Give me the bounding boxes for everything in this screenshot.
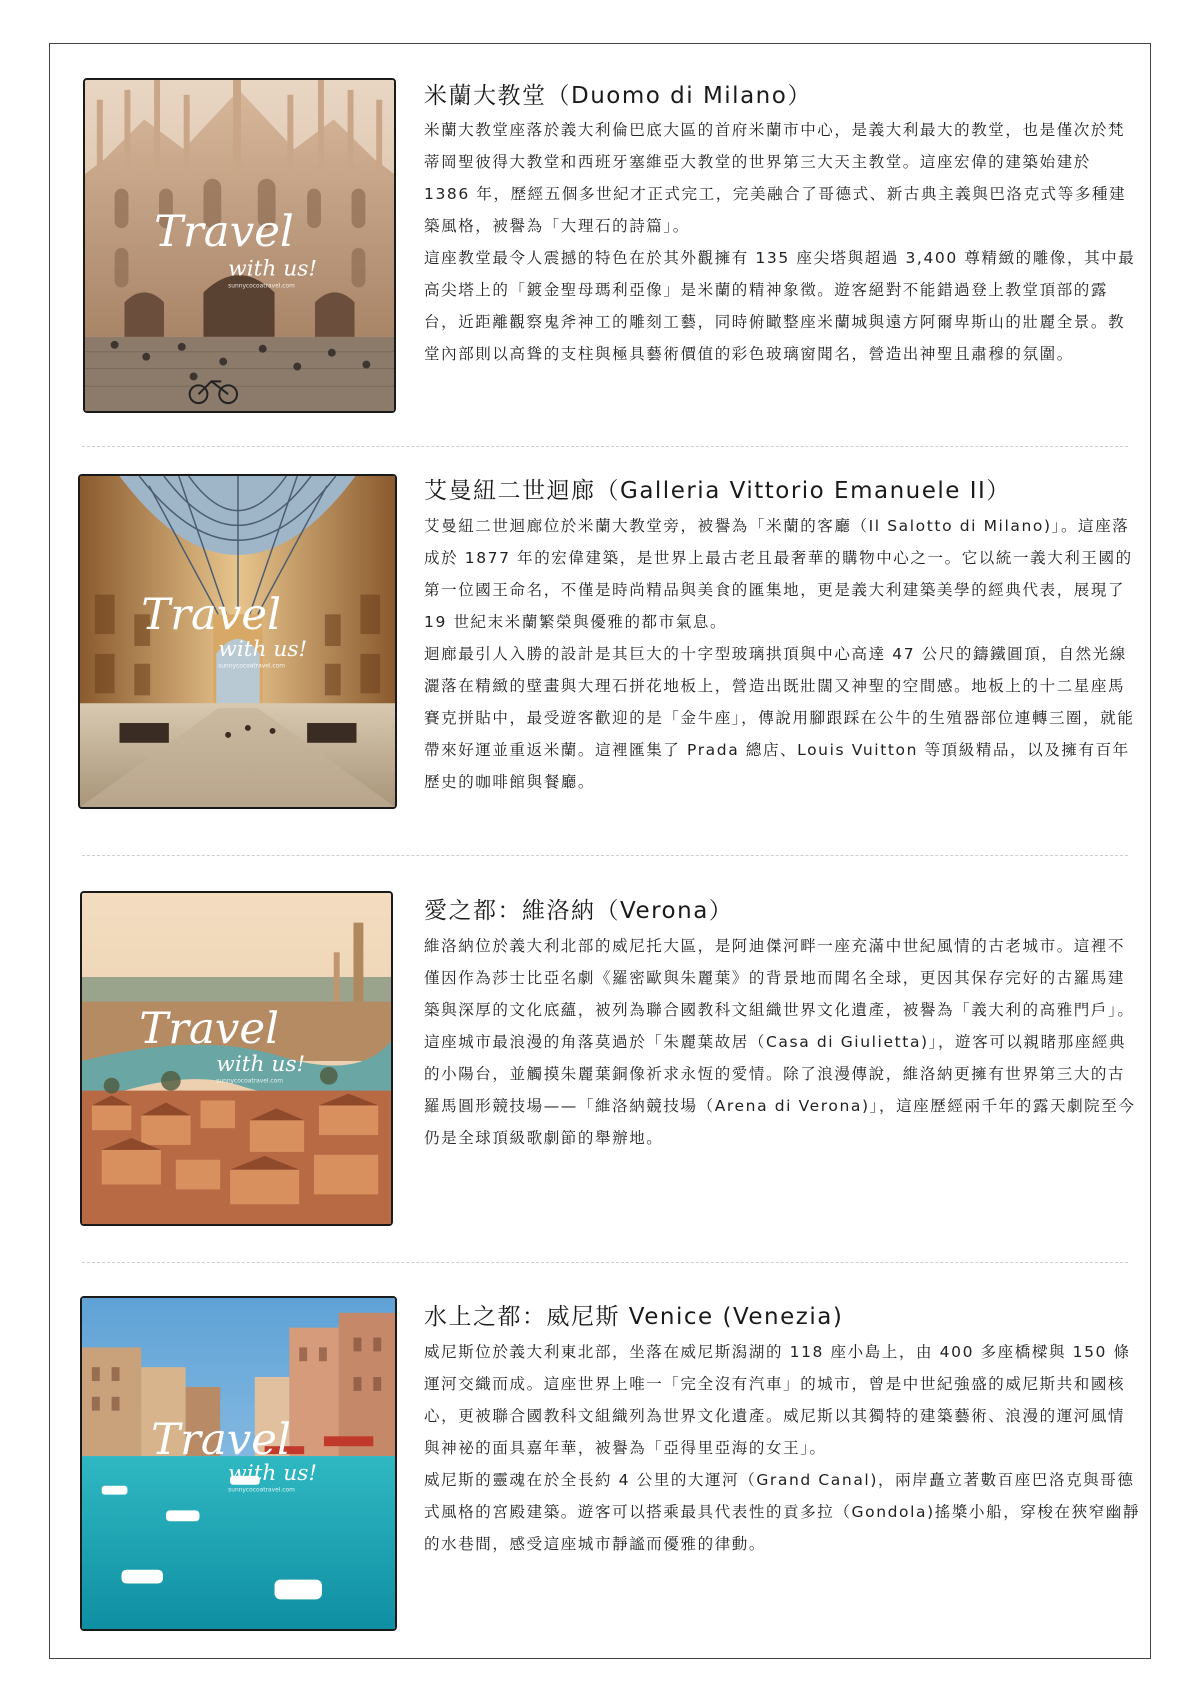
- venice-photo: [80, 1296, 397, 1631]
- section-divider: [82, 446, 1128, 447]
- verona-text: [424, 930, 1140, 1154]
- watermark-with: with us!: [216, 1051, 306, 1077]
- galleria-paragraph-2: 迴廊最引人入勝的設計是其巨大的十字型玻璃拱頂與中心高達 47 公尺的鑄鐵圓頂，自然光線灑落在精緻的壁畫與大理石拼花地板上，營造出既壯闊又神聖的空間感。地板上的十二星座馬賽克拼貼中，最受遊客歡迎的是「金牛座」，傳說用腳跟踩在公牛的生殖器部位連轉三圈，就能帶來好運並重返米蘭。這裡匯集了 Prada 總店、Louis Vuitton 等頂級精品，以及擁有百年歷史的咖啡館與餐廳。: [424, 645, 1135, 791]
- section-divider: [82, 855, 1128, 856]
- watermark-travel: Travel: [151, 1415, 291, 1466]
- watermark-travel: Travel: [139, 1004, 279, 1055]
- duomo-photo: [83, 78, 396, 413]
- watermark-site: sunnycocoatravel.com: [216, 1078, 284, 1085]
- venice-text: [424, 1336, 1140, 1560]
- galleria-title: 艾曼紐二世迴廊（Galleria Vittorio Emanuele II）: [424, 478, 1011, 504]
- verona-paragraph-2: 這座城市最浪漫的角落莫過於「朱麗葉故居（Casa di Giulietta)」，遊客可以親睹那座經典的小陽台，並觸摸朱麗葉銅像祈求永恆的愛情。除了浪漫傳說，維洛納更擁有世界第三大的古羅馬圓形競技場——「維洛納競技場（Arena di Verona)」，這座歷經兩千年的露天劇院至今仍是全球頂級歌劇節的舉辦地。: [424, 1033, 1136, 1147]
- verona-photo: [80, 891, 393, 1226]
- watermark-travel: Travel: [141, 590, 282, 641]
- verona-title: 愛之都：維洛納（Verona）: [424, 898, 734, 924]
- section-divider: [82, 1262, 1128, 1263]
- watermark-site: sunnycocoatravel.com: [228, 283, 295, 290]
- venice-paragraph-1: 威尼斯位於義大利東北部，坐落在威尼斯潟湖的 118 座小島上，由 400 多座橋樑與 150 條運河交織而成。這座世界上唯一「完全沒有汽車」的城市，曾是中世紀強盛的威尼斯共和國核心，更被聯合國教科文組織列為世界文化遺產。威尼斯以其獨特的建築藝術、浪漫的運河風情與神祕的面具嘉年華，被譽為「亞得里亞海的女王」。: [424, 1343, 1131, 1457]
- watermark-with: with us!: [228, 256, 318, 282]
- duomo-text: [424, 114, 1140, 370]
- watermark-site: sunnycocoatravel.com: [228, 1487, 295, 1494]
- venice-title: 水上之都：威尼斯 Venice (Venezia): [424, 1304, 844, 1330]
- duomo-title: 米蘭大教堂（Duomo di Milano）: [424, 83, 812, 109]
- venice-paragraph-2: 威尼斯的靈魂在於全長約 4 公里的大運河（Grand Canal)，兩岸矗立著數百座巴洛克與哥德式風格的宮殿建築。遊客可以搭乘最具代表性的貢多拉（Gondola)搖槳小船，穿梭在狹窄幽靜的水巷間，感受這座城市靜謐而優雅的律動。: [424, 1471, 1140, 1553]
- duomo-paragraph-2: 這座教堂最令人震撼的特色在於其外觀擁有 135 座尖塔與超過 3,400 尊精緻的雕像，其中最高尖塔上的「鍍金聖母瑪利亞像」是米蘭的精神象徵。遊客絕對不能錯過登上教堂頂部的露台，近距離觀察鬼斧神工的雕刻工藝，同時俯瞰整座米蘭城與遠方阿爾卑斯山的壯麗全景。教堂內部則以高聳的支柱與極具藝術價值的彩色玻璃窗聞名，營造出神聖且肅穆的氛圍。: [424, 249, 1136, 363]
- watermark-with: with us!: [228, 1460, 318, 1486]
- duomo-paragraph-1: 米蘭大教堂座落於義大利倫巴底大區的首府米蘭市中心，是義大利最大的教堂，也是僅次於梵蒂岡聖彼得大教堂和西班牙塞維亞大教堂的世界第三大天主教堂。這座宏偉的建築始建於 1386 年，歷經五個多世紀才正式完工，完美融合了哥德式、新古典主義與巴洛克式等多種建築風格，被譽為「大理石的詩篇」。: [424, 121, 1127, 235]
- verona-paragraph-1: 維洛納位於義大利北部的威尼托大區，是阿迪傑河畔一座充滿中世紀風情的古老城市。這裡不僅因作為莎士比亞名劇《羅密歐與朱麗葉》的背景地而聞名全球，更因其保存完好的古羅馬建築與深厚的文化底蘊，被列為聯合國教科文組織世界文化遺產，被譽為「義大利的高雅門戶」。: [424, 937, 1135, 1019]
- watermark-site: sunnycocoatravel.com: [218, 663, 286, 670]
- watermark-travel: Travel: [154, 206, 294, 257]
- galleria-paragraph-1: 艾曼紐二世迴廊位於米蘭大教堂旁，被譽為「米蘭的客廳（Il Salotto di Milano)」。這座落成於 1877 年的宏偉建築，是世界上最古老且最奢華的購物中心之一。它以統一義大利王國的第一位國王命名，不僅是時尚精品與美食的匯集地，更是義大利建築美學的經典代表，展現了 19 世紀末米蘭繁榮與優雅的都市氣息。: [424, 517, 1133, 631]
- galleria-text: [424, 510, 1140, 798]
- galleria-photo: [78, 474, 397, 809]
- watermark-with: with us!: [218, 636, 308, 662]
